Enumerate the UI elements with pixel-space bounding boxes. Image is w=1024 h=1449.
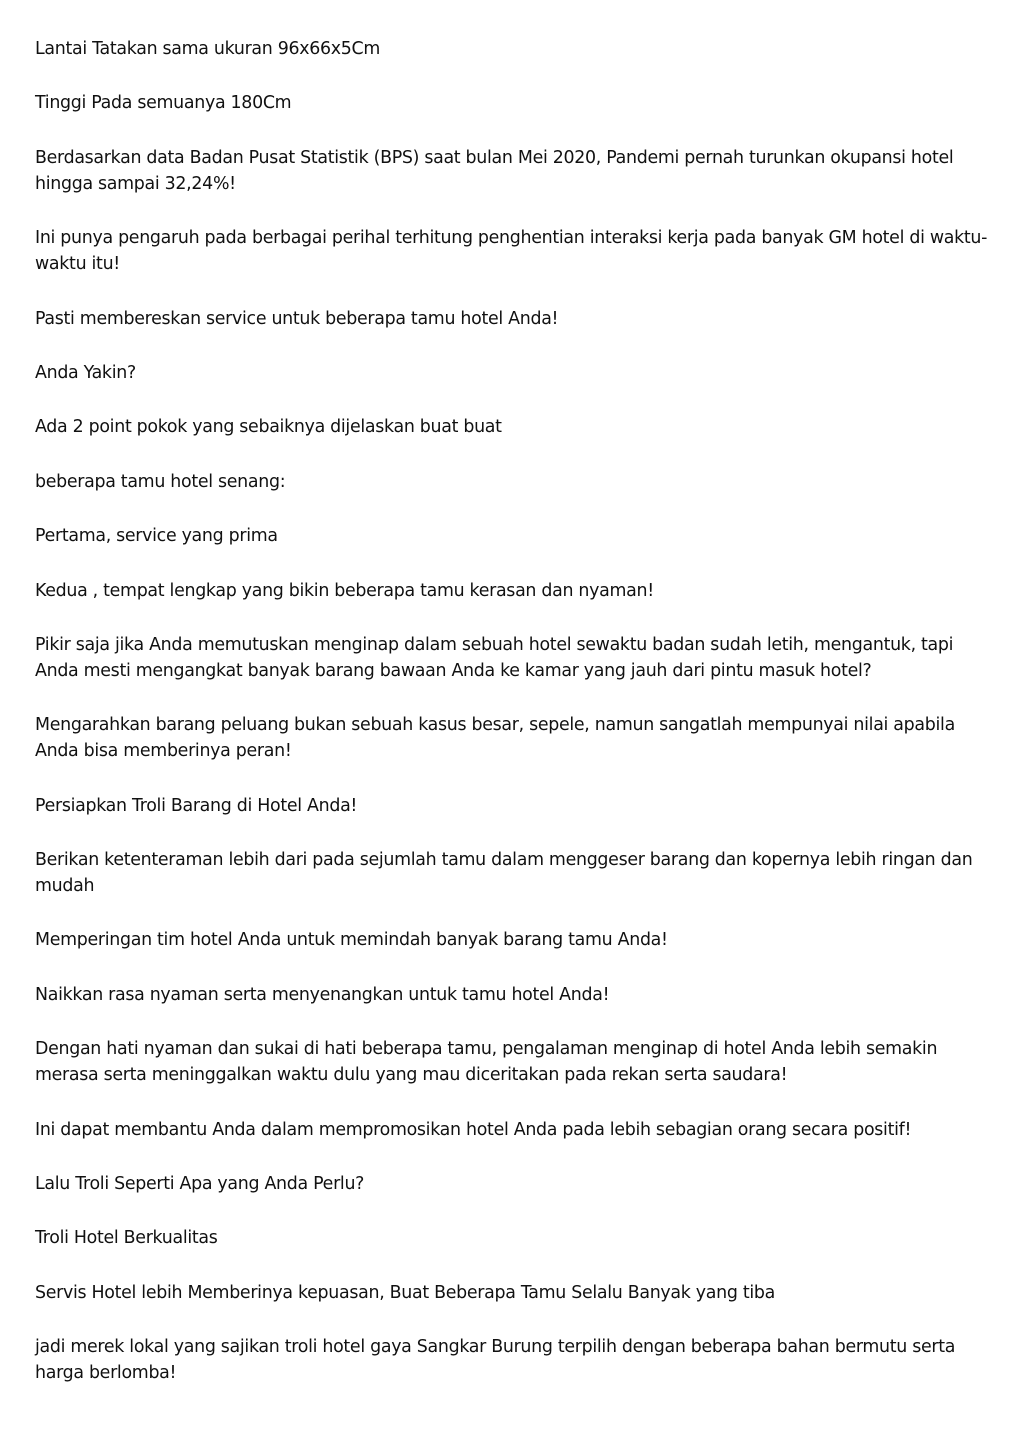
paragraph-local-brand: jadi merek lokal yang sajikan troli hotel gaya Sangkar Burung terpilih dengan beberapa bahan bermutu serta harga berlomba!: [35, 1337, 956, 1384]
paragraph-prepare-trolley: Persiapkan Troli Barang di Hotel Anda!: [35, 795, 358, 816]
paragraph-guests-happy: beberapa tamu hotel senang:: [35, 471, 286, 492]
paragraph-imagine: Pikir saja jika Anda memutuskan menginap dalam sebuah hotel sewaktu badan sudah letih, mengantuk, tapi Anda mesti mengangkat banyak barang bawaan Anda ke kamar yang jauh dari pintu masuk hotel?: [35, 634, 954, 681]
paragraph-promotion: Ini dapat membantu Anda dalam mempromosikan hotel Anda pada lebih sebagian orang secara positif!: [35, 1119, 912, 1140]
paragraph-service: Pasti membereskan service untuk beberapa tamu hotel Anda!: [35, 308, 559, 329]
paragraph-two-points: Ada 2 point pokok yang sebaiknya dijelaskan buat buat: [35, 417, 502, 438]
paragraph-quality-trolley: Troli Hotel Berkualitas: [35, 1228, 218, 1249]
paragraph-first-point: Pertama, service yang prima: [35, 526, 278, 547]
paragraph-influence: Ini punya pengaruh pada berbagai perihal terhitung penghentian interaksi kerja pada banyak GM hotel di waktu-waktu itu!: [35, 228, 988, 275]
paragraph-hotel-service: Servis Hotel lebih Memberinya kepuasan, Buat Beberapa Tamu Selalu Banyak yang tiba: [35, 1282, 775, 1303]
paragraph-height: Tinggi Pada semuanya 180Cm: [35, 93, 292, 114]
paragraph-experience: Dengan hati nyaman dan sukai di hati beberapa tamu, pengalaman menginap di hotel Anda lebih semakin merasa serta meninggalkan waktu dulu yang mau diceritakan pada rekan serta saudara!: [35, 1039, 938, 1086]
paragraph-question: Anda Yakin?: [35, 362, 136, 383]
paragraph-bps-data: Berdasarkan data Badan Pusat Statistik (BPS) saat bulan Mei 2020, Pandemi pernah turunkan okupansi hotel hingga sampai 32,24%!: [35, 147, 954, 194]
paragraph-team: Memperingan tim hotel Anda untuk memindah banyak barang tamu Anda!: [35, 930, 668, 951]
paragraph-directing-goods: Mengarahkan barang peluang bukan sebuah kasus besar, sepele, namun sangatlah mempunyai nilai apabila Anda bisa memberinya peran!: [35, 715, 955, 762]
paragraph-raise-comfort: Naikkan rasa nyaman serta menyenangkan untuk tamu hotel Anda!: [35, 984, 610, 1005]
paragraph-second-point: Kedua , tempat lengkap yang bikin beberapa tamu kerasan dan nyaman!: [35, 580, 654, 601]
paragraph-which-trolley: Lalu Troli Seperti Apa yang Anda Perlu?: [35, 1174, 365, 1195]
paragraph-comfort: Berikan ketenteraman lebih dari pada sejumlah tamu dalam menggeser barang dan kopernya lebih ringan dan mudah: [35, 850, 973, 897]
document-body: [35, 36, 990, 1415]
paragraph-floor-size: Lantai Tatakan sama ukuran 96x66x5Cm: [35, 39, 381, 59]
